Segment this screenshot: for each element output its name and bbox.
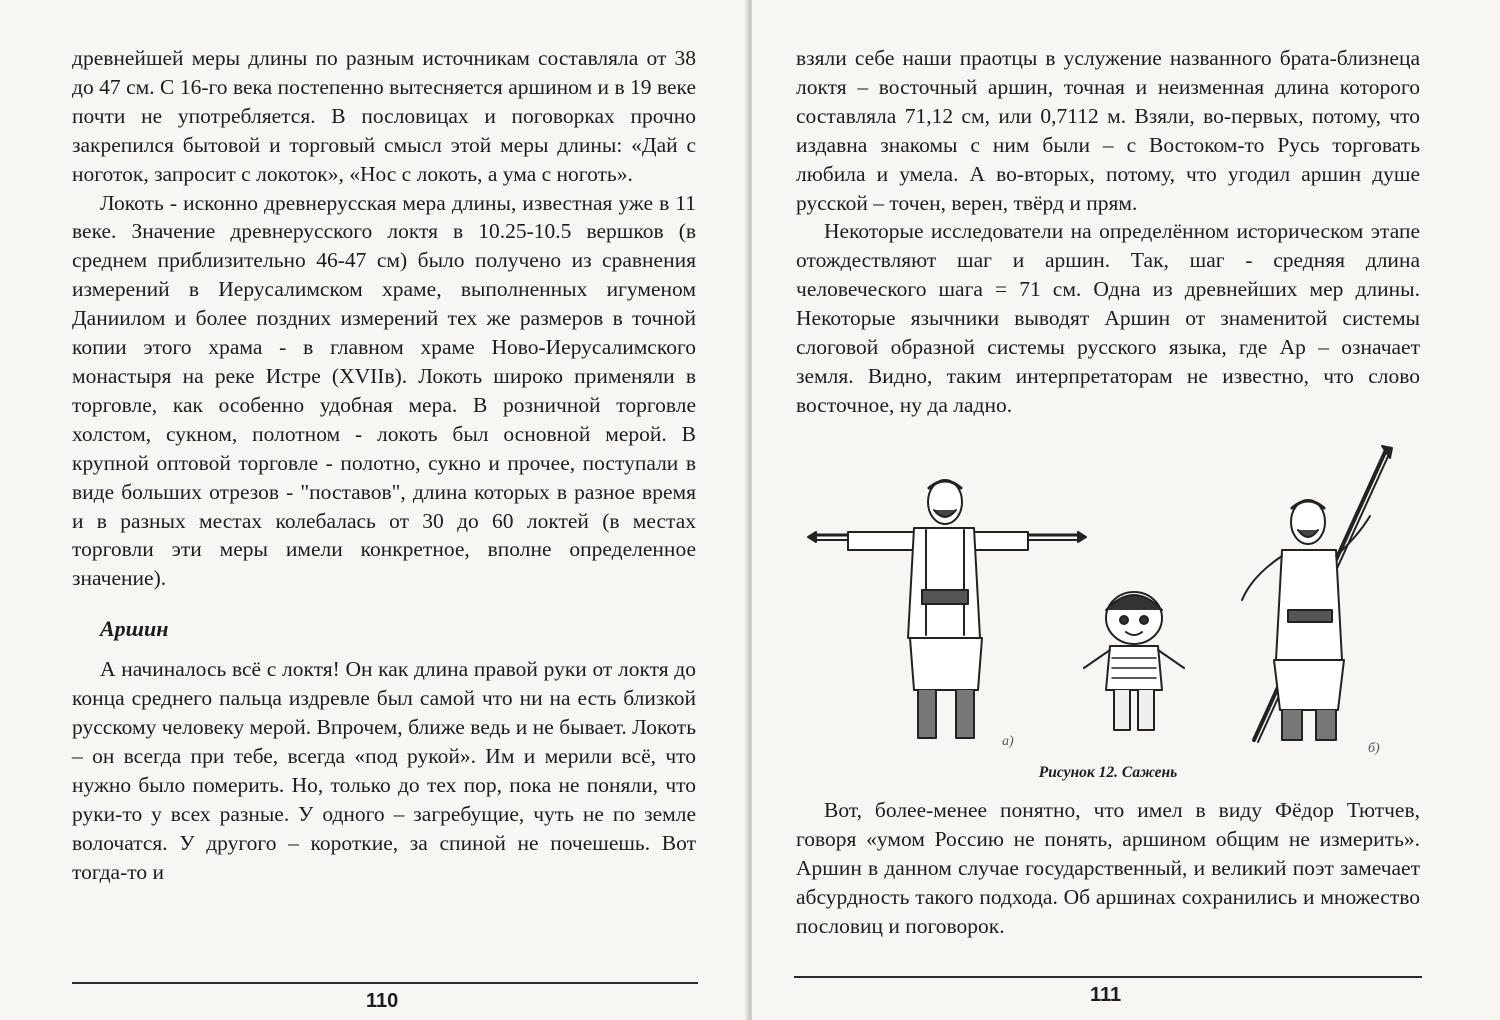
paragraph: взяли себе наши праотцы в услужение названного брата-близнеца локтя – восточный аршин, точная и неизменная длина которого составляла 71,12 см, или 0,7112 м. Взяли, во-первых, потому, что издавна знакомы с ним были – с Востоком-то Русь торговать любила и умела. А во-вторых, потому, что угодил аршин душе русской – точен, верен, твёрд и прям. (796, 46, 1420, 215)
child-figure (1084, 592, 1184, 730)
figure-label-a: а) (1002, 734, 1014, 749)
figure-caption: Рисунок 12. Сажень (1038, 764, 1178, 781)
sazhen-drawing (796, 440, 1446, 760)
paragraph: Локоть - исконно древнерусская мера длины, известная уже в 11 веке. Значение древнерусского локтя в 10.25-10.5 вершков (в среднем приблизительно 46-47 см) было получено из сравнения измерений в Иерусалимском храме, выполненных игуменом Даниилом и более поздних измерений тех же размеров в точной копии этого храма - в главном храме Ново-Иерусалимского монастыря на реке Истре (XVIIв). Локоть широко применяли в торговле, как особенно удобная мера. В розничной торговле холстом, сукном, полотном - локоть был основной мерой. В крупной оптовой торговле - полотно, сукно и прочее, поступали в виде больших отрезов - "поставов", длина которых в разное время и в разных местах колебалась от 30 до 60 локтей (в местах торговли эти меры имели конкретное, вполне определенное значение). (72, 190, 696, 591)
left-page-text (72, 44, 696, 886)
paragraph: А начиналось всё с локтя! Он как длина правой руки от локтя до конца среднего пальца издревле был самой что ни на есть близкой русскому человеку мерой. Впрочем, ближе ведь и не бывает. Локоть – он всегда при тебе, всегда «под рукой». Им и мерили всё, что нужно было померить. Но, только до тех пор, пока не поняли, что руки-то у всех разные. У одного – загребущие, чуть не по земле волочатся. У другого – короткие, за спиной не почешешь. Вот тогда-то и (72, 657, 696, 884)
page-number: 111 (1090, 984, 1122, 1006)
paragraph: Некоторые исследователи на определённом историческом этапе отождествляют шаг и аршин. Так, шаг - средняя длина человеческого шага = 71 см. Одна из древнейших мер длины. Некоторые язычники выводят Аршин от знаменитой системы слоговой образной системы русского языка, где Ар – означает земля. Видно, таким интерпретаторам не известно, что слово восточное, ну да ладно. (796, 219, 1420, 417)
left-page (0, 0, 748, 1020)
section-heading: Аршин (100, 616, 169, 642)
right-page-text-bottom (796, 796, 1420, 941)
paragraph: Вот, более-менее понятно, что имел в виду Фёдор Тютчев, говоря «умом Россию не понять, аршином общим не измерить». Аршин в данном случае государственный, и великий поэт замечает абсурдность такого подхода. Об аршинах сохранились и множество пословиц и поговорок. (796, 798, 1420, 938)
footer-rule (72, 982, 698, 984)
man-arms-outstretched (808, 480, 1086, 738)
footer-rule (794, 976, 1422, 978)
right-page-text-top (796, 44, 1420, 420)
paragraph: древнейшей меры длины по разным источникам составляла от 38 до 47 см. С 16-го века постепенно вытесняется аршином и в 19 веке почти не употребляется. В пословицах и поговорках прочно закрепился бытовой и торговый смысл этой меры длины: «Дай с ноготок, запросит с локоток», «Нос с локоть, а ума с ноготь». (72, 46, 696, 186)
figure-label-b: б) (1368, 741, 1380, 756)
man-holding-rod (1242, 446, 1392, 742)
figure-illustration (796, 440, 1446, 760)
right-page (752, 0, 1500, 1020)
page-number: 110 (366, 990, 399, 1012)
